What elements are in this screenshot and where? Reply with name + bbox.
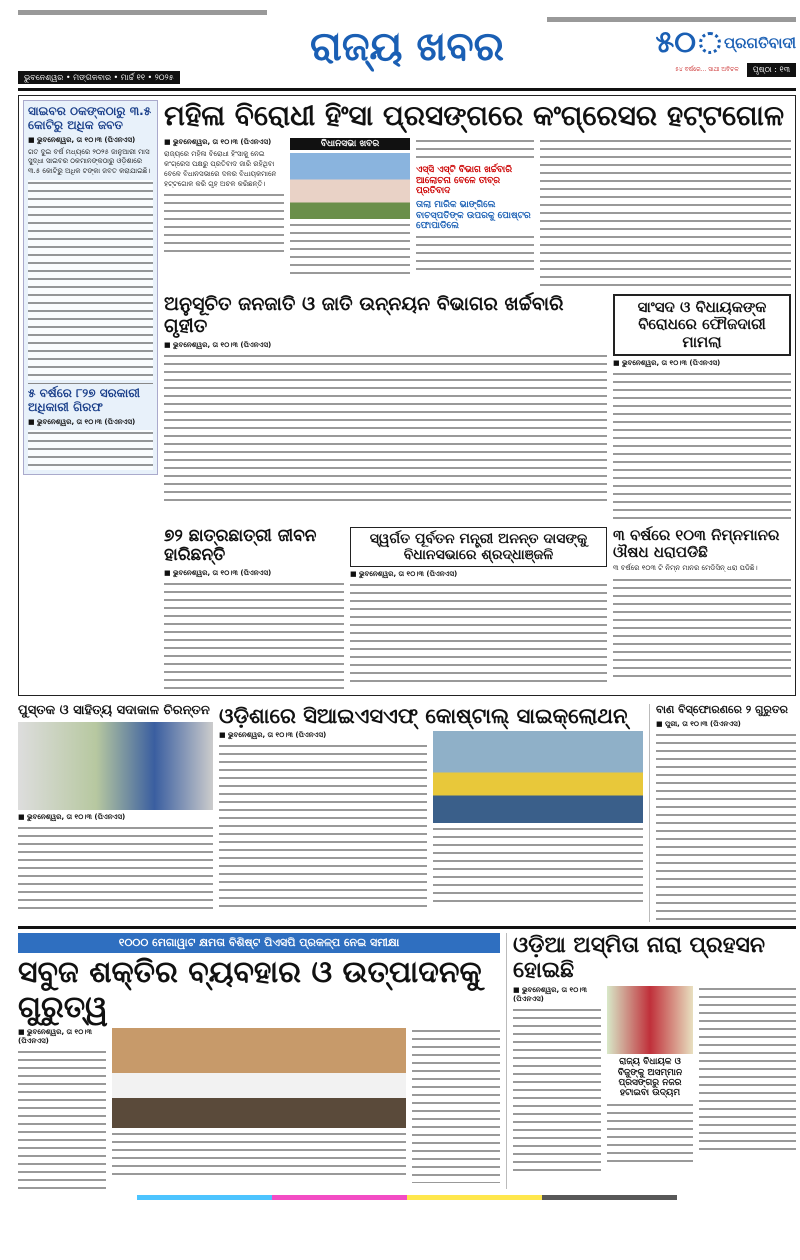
issue-date: ଭୁବନେଶ୍ୱର • ମଙ୍ଗଳବାର • ମାର୍ଚ୍ଚ ୧୧ • ୨୦୨୫ [18,71,180,84]
main-body-col5 [540,138,791,288]
book-release-photo [18,722,213,810]
logo-number: ୫୦ [655,25,696,60]
main-bullets [416,165,534,231]
blast-headline: ବାଣ ବିସ୍ଫୋରଣରେ ୨ ଗୁରୁତର [656,703,789,717]
page-number: ପୃଷ୍ଠା : ୧୩ [747,63,796,77]
tribute-body [350,582,607,682]
green-headline: ସବୁଜ ଶକ୍ତିର ବ୍ୟବହାର ଓ ଉତ୍ପାଦନକୁ ଗୁରୁତ୍ୱ [18,955,482,1025]
odia-body-2 [607,1102,693,1162]
odia-dateline: ■ ଭୁବନେଶ୍ୱର, ତା ୧୦।୩ (ପିଏନଏସ) [513,986,587,1004]
main-headline: ମହିଳା ବିରୋଧୀ ହିଂସା ପ୍ରସଙ୍ଗରେ କଂଗ୍ରେସର ହଟ୍ଟଗୋଳ [164,99,785,132]
books-headline: ପୁସ୍ତକ ଓ ସାହିତ୍ୟ ସଦାକାଳ ଚିରନ୍ତନ [18,703,210,719]
tribute-headline-box [350,527,607,567]
column-divider [506,933,507,1190]
books-body [18,825,213,915]
officers-headline: ୫ ବର୍ଷରେ ୮୨୭ ସରକାରୀ ଅଧିକାରୀ ଗିରଫ [28,383,153,415]
odia-body-1 [513,1007,601,1177]
green-dateline: ■ ଭୁବନେଶ୍ୱର, ତା ୧୦।୩ (ପିଏନଏସ) [18,1028,92,1046]
header-divider [18,88,796,91]
students-headline: ୭୨ ଛାତ୍ରଛାତ୍ରୀ ଜୀବନ ହାରିଛନ୍ତି [164,525,317,566]
mps-body [613,371,791,521]
header-rule-left [18,10,267,15]
middle-section [18,704,796,922]
blast-dateline: ■ ପୁରୀ, ତା ୧୦।୩ (ପିଏନଏସ) [656,719,741,728]
logo-wheel-icon [699,32,721,54]
cyber-dateline: ■ ଭୁବନେଶ୍ୱର, ତା ୧୦।୩ (ପିଏନଏସ) [28,135,136,144]
section-divider [18,926,796,929]
sc-st-dateline: ■ ଭୁବନେଶ୍ୱର, ତା ୧୦।୩ (ପିଏନଏସ) [164,340,272,349]
meeting-photo [112,1028,406,1128]
officers-dateline: ■ ଭୁବନେଶ୍ୱର, ତା ୧୦।୩ (ପିଏନଏସ) [28,417,136,426]
cyber-body [28,180,153,380]
mps-dateline: ■ ଭୁବନେଶ୍ୱର, ତା ୧୦।୩ (ପିଏନଏସ) [613,358,721,367]
masthead [18,10,796,84]
masthead-left [18,10,267,84]
mps-headline: ସାଂସଦ ଓ ବିଧାୟକଙ୍କ ବିରୋଧରେ ଫୌଜଦାରୀ ମାମଲା [637,298,767,351]
main-lead: ରାଜ୍ୟରେ ମହିଳା ବିରୋଧୀ ହିଂସାକୁ ନେଇ କଂଗ୍ରେସ ପକ୍ଷରୁ ପ୍ରତିବାଦ ଜାରି ରହିଥିବା ବେଳେ ବିଧାନସଭାରେ ଦଳର ବିଧାୟକମାନେ ହଟ୍ଟଗୋଳ କରି ଗୃହ ଅଚଳ କରିଛନ୍ତି। [164,150,277,188]
logo-tagline: ୫୪ ବର୍ଷରେ... ସାଥୀ ଅବିଚଳ [675,66,739,73]
medicine-body [613,577,791,677]
sc-st-body [164,353,607,503]
odia-photo-caption: ରାଜ୍ୟ ବିଧାୟକ ଓ ବିଜୁଙ୍କୁ ଅସମ୍ମାନ ପ୍ରସଙ୍ଗରୁ ନଜର ହଟାଇବା ଉଦ୍ୟମ [617,1057,683,1099]
newspaper-logo [656,25,797,60]
top-section-right [164,100,791,691]
bullet-item: ତାଲା ମାରିକ ଭାଙ୍ଗିଲେ ବାଚସ୍ପତିଙ୍କ ଉପରକୁ ପୋଷ୍ଟର ଫୋପାଡିଲେ [416,200,531,231]
green-body-1 [18,1049,106,1189]
header-rule-right [547,17,796,22]
cisf-body-1 [219,743,427,908]
blast-body [656,732,796,922]
bullet-item: ଏସ୍‌ସି ଏସ୍‌ଟି ବିଭାଗ ଖର୍ଚ୍ଚବାରି ଆଲୋଚନା ବେଳେ ତୀବ୍ର ପ୍ରତିବାଦ [416,165,513,196]
students-body [164,581,344,691]
medicine-headline: ୩ ବର୍ଷରେ ୧୦୩ ନିମ୍ନମାନର ଔଷଧ ଧରାପଡିଛି [613,525,780,562]
main-dateline: ■ ଭୁବନେଶ୍ୱର, ତା ୧୦।୩ (ପିଏନଏସ) [164,138,272,147]
main-body-col1 [164,192,284,252]
top-section-frame [18,95,796,696]
cyber-lead: ଗତ ଦୁଇ ବର୍ଷ ମଧ୍ୟରେ ୨୦୨୫ ଜାନୁଆରୀ ମାସ ସୁଦ୍ଧା ସାଇବର ଠକମାନଙ୍କଠାରୁ ଓଡ଼ିଶାରେ ୩.୫ କୋଟିରୁ ଅଧିକ ଟଙ୍କା ଜବତ କରାଯାଇଛି। [28,147,151,176]
mps-headline-box [613,294,791,356]
green-body-3 [412,1028,500,1183]
main-body-col4 [416,234,534,274]
print-color-marks [137,1195,677,1200]
cyclothon-photo [433,731,643,823]
masthead-right [547,17,796,77]
sc-st-headline: ଅନୁସୂଚିତ ଜନଜାତି ଓ ଜାତି ଉନ୍ନୟନ ବିଭାଗର ଖର୍ଚ୍ଚବାରି ଗୃହୀତ [164,293,564,338]
green-kicker: ୧୦୦୦ ମେଗାୱାଟ କ୍ଷମତା ବିଶିଷ୍ଟ ପିଏସପି ପ୍ରକଳ୍ପ ନେଇ ସମୀକ୍ଷା [18,933,500,954]
column-divider [649,704,650,922]
cisf-body-2 [433,826,643,902]
tribute-headline: ସ୍ୱର୍ଗତ ପୂର୍ବତନ ମନ୍ତ୍ରୀ ଅନନ୍ତ ଦାସଙ୍କୁ ବିଧାନସଭାରେ ଶ୍ରଦ୍ଧାଞ୍ଜଳି [369,530,588,564]
cyber-box [23,100,158,475]
speaker-photo [607,986,693,1054]
assembly-news-label: ବିଧାନସଭା ଖବର [290,138,410,150]
green-body-2 [112,1131,406,1181]
books-dateline: ■ ଭୁବନେଶ୍ୱର, ତା ୧୦।୩ (ପିଏନଏସ) [18,812,126,821]
odia-body-3 [699,986,796,1156]
cyber-headline: ସାଇବର ଠକଙ୍କଠାରୁ ୩.୫ କୋଟିରୁ ଅଧିକ ଜବତ [28,104,152,132]
assembly-building-photo [290,153,410,219]
section-title: ରାଜ୍ୟ ଖବର [310,24,504,70]
bottom-section [18,933,796,1190]
main-body-col3 [416,138,534,162]
cisf-dateline: ■ ଭୁବନେଶ୍ୱର, ତା ୧୦।୩ (ପିଏନଏସ) [219,731,327,740]
logo-name: ପ୍ରଗତିବାଦୀ [723,33,796,52]
cisf-headline: ଓଡ଼ିଶାରେ ସିଆଇଏସଏଫ୍ କୋଷ୍ଟାଲ୍ ସାଇକ୍ଲୋଥନ୍ [219,704,628,729]
medicine-lead: ୩ ବର୍ଷରେ ୧୦୩ ଟି ନିମ୍ନ ମାନର ମେଡିସିନ୍ ଧରା ପଡିଛି। [613,564,758,573]
students-dateline: ■ ଭୁବନେଶ୍ୱର, ତା ୧୦।୩ (ପିଏନଏସ) [164,569,272,578]
odia-headline: ଓଡ଼ିଆ ଅସ୍ମିତା ନାରା ପ୍ରହସନ ହୋଇଛି [513,932,766,983]
main-body-col2 [290,222,410,280]
officers-body [28,430,153,470]
tribute-dateline: ■ ଭୁବନେଶ୍ୱର, ତା ୧୦।୩ (ପିଏନଏସ) [350,570,458,579]
